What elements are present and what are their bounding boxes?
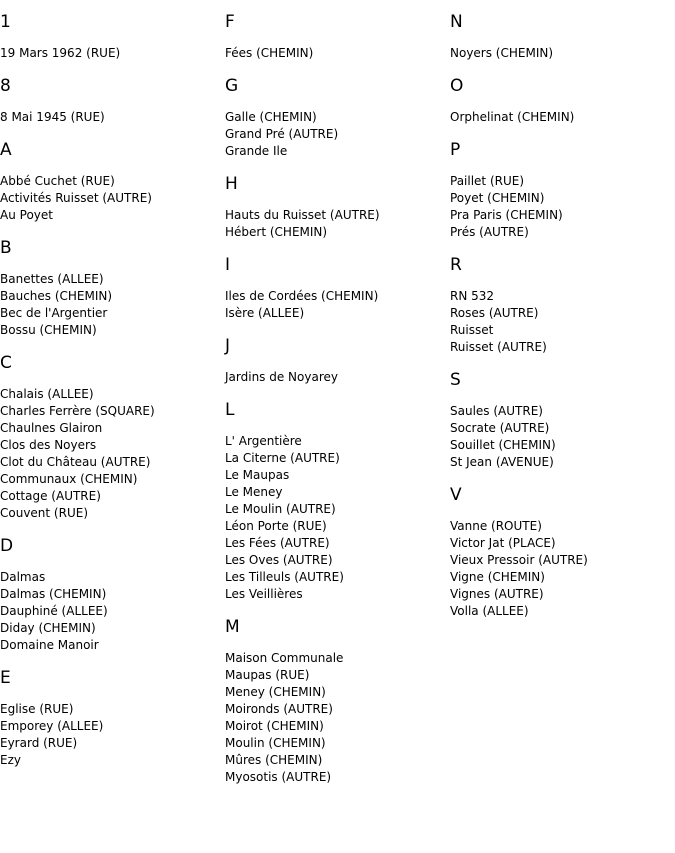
street-link[interactable]: 8 Mai 1945 (RUE): [0, 110, 105, 124]
letter-heading: I: [225, 255, 231, 275]
letter-group: [450, 0, 675, 64]
letter-group: [225, 243, 450, 324]
street-link[interactable]: L' Argentière: [225, 434, 302, 448]
letter-heading: M: [225, 617, 240, 637]
street-link[interactable]: Vignes (AUTRE): [450, 587, 544, 601]
street-link[interactable]: Clot du Château (AUTRE): [0, 455, 151, 469]
street-link[interactable]: Eyrard (RUE): [0, 736, 78, 750]
street-link[interactable]: St Jean (AVENUE): [450, 455, 554, 469]
street-link[interactable]: Eglise (RUE): [0, 702, 74, 716]
street-link[interactable]: Hébert (CHEMIN): [225, 225, 328, 239]
street-list: [0, 32, 225, 64]
street-link[interactable]: Grand Pré (AUTRE): [225, 127, 339, 141]
street-link[interactable]: Ruisset (AUTRE): [450, 340, 547, 354]
street-link[interactable]: Myosotis (AUTRE): [225, 770, 332, 784]
letter-heading: 8: [0, 76, 11, 96]
letter-group: [0, 524, 225, 656]
street-link[interactable]: Maison Communale: [225, 651, 344, 665]
letter-group: [225, 64, 450, 162]
street-link[interactable]: Moirot (CHEMIN): [225, 719, 324, 733]
street-link[interactable]: Charles Ferrère (SQUARE): [0, 404, 155, 418]
letter-group: [225, 324, 450, 388]
letter-group: [450, 128, 675, 243]
letter-heading: J: [225, 336, 231, 356]
street-link[interactable]: Le Meney: [225, 485, 283, 499]
street-link[interactable]: Vieux Pressoir (AUTRE): [450, 553, 588, 567]
letter-heading: A: [0, 140, 12, 160]
street-link[interactable]: Dalmas (CHEMIN): [0, 587, 107, 601]
letter-heading: H: [225, 174, 238, 194]
street-link[interactable]: Roses (AUTRE): [450, 306, 539, 320]
letter-group: [450, 358, 675, 473]
street-link[interactable]: Bec de l'Argentier: [0, 306, 108, 320]
letter-group: [225, 388, 450, 605]
street-list: [225, 96, 450, 162]
street-link[interactable]: Banettes (ALLEE): [0, 272, 104, 286]
letter-heading: B: [0, 238, 12, 258]
street-link[interactable]: Chaulnes Glairon: [0, 421, 103, 435]
street-link[interactable]: Jardins de Noyarey: [225, 370, 338, 384]
street-link[interactable]: Fées (CHEMIN): [225, 46, 314, 60]
street-list: [450, 505, 675, 622]
street-link[interactable]: Activités Ruisset (AUTRE): [0, 191, 152, 205]
letter-heading: D: [0, 536, 14, 556]
letter-heading: V: [450, 485, 462, 505]
street-list: [0, 688, 225, 771]
street-list: [225, 32, 450, 64]
street-list: [450, 160, 675, 243]
street-link[interactable]: Saules (AUTRE): [450, 404, 543, 418]
street-link[interactable]: Meney (CHEMIN): [225, 685, 326, 699]
street-link[interactable]: Léon Porte (RUE): [225, 519, 327, 533]
street-link[interactable]: Iles de Cordées (CHEMIN): [225, 289, 379, 303]
street-link[interactable]: Communaux (CHEMIN): [0, 472, 138, 486]
street-list: [225, 356, 450, 388]
index-column: [225, 0, 450, 788]
street-link[interactable]: Volla (ALLEE): [450, 604, 529, 618]
street-list: [225, 275, 450, 324]
street-list: [450, 275, 675, 358]
street-list: [0, 556, 225, 656]
street-link[interactable]: Le Maupas: [225, 468, 290, 482]
letter-group: [0, 656, 225, 771]
street-link[interactable]: Bossu (CHEMIN): [0, 323, 97, 337]
street-list: [450, 390, 675, 473]
street-link[interactable]: Domaine Manoir: [0, 638, 99, 652]
street-link[interactable]: La Citerne (AUTRE): [225, 451, 340, 465]
street-link[interactable]: Souillet (CHEMIN): [450, 438, 556, 452]
street-link[interactable]: Noyers (CHEMIN): [450, 46, 554, 60]
letter-group: [450, 473, 675, 622]
street-list: [0, 373, 225, 524]
street-link[interactable]: Poyet (CHEMIN): [450, 191, 545, 205]
letter-heading: N: [450, 12, 463, 32]
letter-heading: G: [225, 76, 239, 96]
street-link[interactable]: Clos des Noyers: [0, 438, 97, 452]
street-link[interactable]: Dalmas: [0, 570, 46, 584]
street-link[interactable]: Dauphiné (ALLEE): [0, 604, 108, 618]
street-link[interactable]: Les Fées (AUTRE): [225, 536, 330, 550]
street-link[interactable]: Cottage (AUTRE): [0, 489, 101, 503]
street-link[interactable]: Emporey (ALLEE): [0, 719, 104, 733]
letter-heading: P: [450, 140, 461, 160]
street-link[interactable]: Hauts du Ruisset (AUTRE): [225, 208, 380, 222]
street-link[interactable]: Victor Jat (PLACE): [450, 536, 556, 550]
letter-heading: L: [225, 400, 235, 420]
index-column: [0, 0, 225, 771]
street-list: [0, 160, 225, 226]
letter-group: [225, 0, 450, 64]
street-link[interactable]: 19 Mars 1962 (RUE): [0, 46, 121, 60]
street-list: [225, 194, 450, 243]
index-column: [450, 0, 675, 622]
street-link[interactable]: Bauches (CHEMIN): [0, 289, 113, 303]
street-link[interactable]: Pra Paris (CHEMIN): [450, 208, 563, 222]
street-list: [225, 420, 450, 605]
letter-group: [0, 341, 225, 524]
letter-heading: E: [0, 668, 11, 688]
street-link[interactable]: Socrate (AUTRE): [450, 421, 550, 435]
street-link[interactable]: Mûres (CHEMIN): [225, 753, 323, 767]
street-link[interactable]: Galle (CHEMIN): [225, 110, 317, 124]
street-link[interactable]: RN 532: [450, 289, 495, 303]
street-link[interactable]: Grande Ile: [225, 144, 288, 158]
letter-group: [0, 0, 225, 64]
street-link[interactable]: Couvent (RUE): [0, 506, 89, 520]
letter-heading: O: [450, 76, 464, 96]
letter-heading: R: [450, 255, 462, 275]
letter-heading: C: [0, 353, 12, 373]
letter-heading: S: [450, 370, 461, 390]
street-link[interactable]: Au Poyet: [0, 208, 53, 222]
street-link[interactable]: Maupas (RUE): [225, 668, 310, 682]
street-link[interactable]: Prés (AUTRE): [450, 225, 529, 239]
street-link[interactable]: Les Oves (AUTRE): [225, 553, 333, 567]
letter-group: [225, 605, 450, 788]
letter-group: [225, 162, 450, 243]
street-link[interactable]: Le Moulin (AUTRE): [225, 502, 336, 516]
letter-group: [450, 64, 675, 128]
street-link[interactable]: Chalais (ALLEE): [0, 387, 94, 401]
street-link[interactable]: Isère (ALLEE): [225, 306, 305, 320]
letter-heading: F: [225, 12, 235, 32]
street-link[interactable]: Ezy: [0, 753, 21, 767]
street-list: [0, 96, 225, 128]
street-list: [0, 258, 225, 341]
street-link[interactable]: Orphelinat (CHEMIN): [450, 110, 575, 124]
letter-group: [0, 226, 225, 341]
letter-group: [0, 64, 225, 128]
letter-group: [450, 243, 675, 358]
street-list: [450, 96, 675, 128]
street-link[interactable]: Vanne (ROUTE): [450, 519, 542, 533]
letter-heading: 1: [0, 12, 11, 32]
street-link[interactable]: Diday (CHEMIN): [0, 621, 96, 635]
street-link[interactable]: Moironds (AUTRE): [225, 702, 333, 716]
street-link[interactable]: Abbé Cuchet (RUE): [0, 174, 115, 188]
street-link[interactable]: Moulin (CHEMIN): [225, 736, 326, 750]
street-link[interactable]: Vigne (CHEMIN): [450, 570, 545, 584]
street-link[interactable]: Les Veillières: [225, 587, 303, 601]
letter-group: [0, 128, 225, 226]
street-link[interactable]: Les Tilleuls (AUTRE): [225, 570, 344, 584]
street-list: [225, 637, 450, 788]
street-link[interactable]: Paillet (RUE): [450, 174, 525, 188]
street-link[interactable]: Ruisset: [450, 323, 494, 337]
street-list: [450, 32, 675, 64]
